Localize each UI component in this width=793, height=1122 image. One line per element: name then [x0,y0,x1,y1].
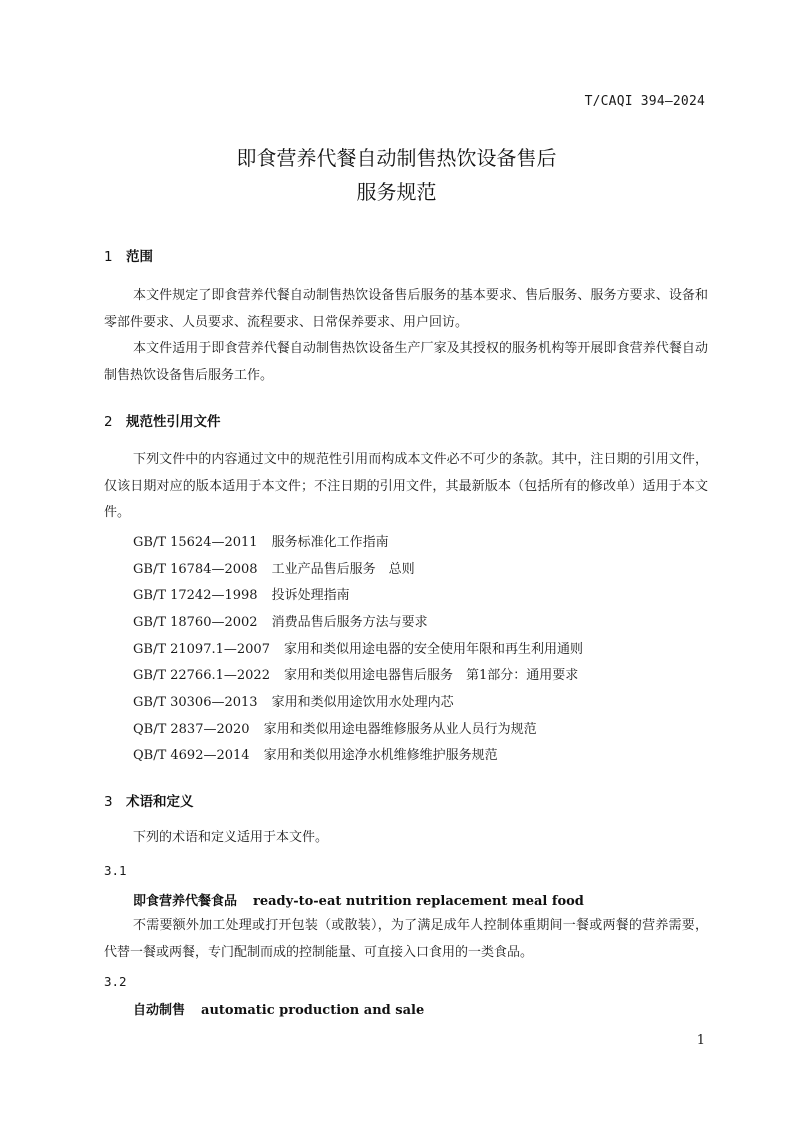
section-title: 规范性引用文件 [126,414,221,430]
section-title: 范围 [126,249,153,265]
section-number: 3 [104,794,113,810]
paragraph: 下列的术语和定义适用于本文件。 [133,830,329,845]
section-number: 2 [104,414,113,430]
paragraph: 本文件规定了即食营养代餐自动制售热饮设备售后服务的基本要求、售后服务、服务方要求、设备和零部件要求、人员要求、流程要求、日常保养要求、用户回访。 [104,288,708,330]
reference-code: QB/T 2837—2020 [133,722,250,737]
reference-code: GB/T 22766.1—2022 [133,668,270,683]
reference-title: 投诉处理指南 [271,588,350,603]
section-1-heading [104,245,153,265]
section-2-heading [104,410,221,430]
term-number: 3.1 [104,863,127,878]
reference-title: 家用和类似用途电器维修服务从业人员行为规范 [263,722,537,737]
reference-title: 工业产品售后服务 总则 [271,562,415,577]
section-3-heading [104,790,194,810]
reference-item [133,611,428,630]
reference-item [133,691,454,710]
reference-code: QB/T 4692—2014 [133,748,250,763]
term-chinese: 即食营养代餐食品 [133,894,238,909]
reference-item [133,584,350,603]
reference-item [133,664,578,683]
standard-code: T/CAQI 394—2024 [584,94,705,109]
reference-code: GB/T 21097.1—2007 [133,642,270,657]
reference-title: 家用和类似用途净水机维修维护服务规范 [263,748,498,763]
reference-item [133,531,389,550]
reference-title: 家用和类似用途电器售后服务 第1部分：通用要求 [283,668,579,683]
term-english: automatic production and sale [201,1003,425,1018]
paragraph: 下列文件中的内容通过文中的规范性引用而构成本文件必不可少的条款。其中，注日期的引用文件，仅该日期对应的版本适用于本文件；不注日期的引用文件，其最新版本（包括所有的修改单）适用于本文件。 [104,452,708,520]
reference-item [133,638,583,657]
reference-code: GB/T 16784—2008 [133,562,258,577]
reference-title: 服务标准化工作指南 [271,535,389,550]
term-heading [133,890,584,909]
term-heading [133,999,424,1018]
reference-item [133,558,415,577]
document-title-line2: 服务规范 [356,180,437,204]
term-english: ready-to-eat nutrition replacement meal food [253,894,584,909]
reference-code: GB/T 30306—2013 [133,695,258,710]
reference-title: 家用和类似用途电器的安全使用年限和再生利用通则 [283,642,583,657]
reference-code: GB/T 18760—2002 [133,615,258,630]
term-chinese: 自动制售 [133,1003,186,1018]
page-number: 1 [696,1033,705,1048]
reference-code: GB/T 17242—1998 [133,588,258,603]
reference-code: GB/T 15624—2011 [133,535,258,550]
reference-item [133,744,498,763]
section-number: 1 [104,249,113,265]
reference-title: 家用和类似用途饮用水处理内芯 [271,695,454,710]
document-title-line1: 即食营养代餐自动制售热饮设备售后 [236,146,557,170]
reference-title: 消费品售后服务方法与要求 [271,615,428,630]
section-title: 术语和定义 [126,794,194,810]
term-definition: 不需要额外加工处理或打开包装（或散装），为了满足成年人控制体重期间一餐或两餐的营养需要，代替一餐或两餐，专门配制而成的控制能量、可直接入口食用的一类食品。 [104,918,708,960]
term-number: 3.2 [104,974,127,989]
paragraph: 本文件适用于即食营养代餐自动制售热饮设备生产厂家及其授权的服务机构等开展即食营养代餐自动制售热饮设备售后服务工作。 [104,341,708,383]
reference-item [133,718,537,737]
